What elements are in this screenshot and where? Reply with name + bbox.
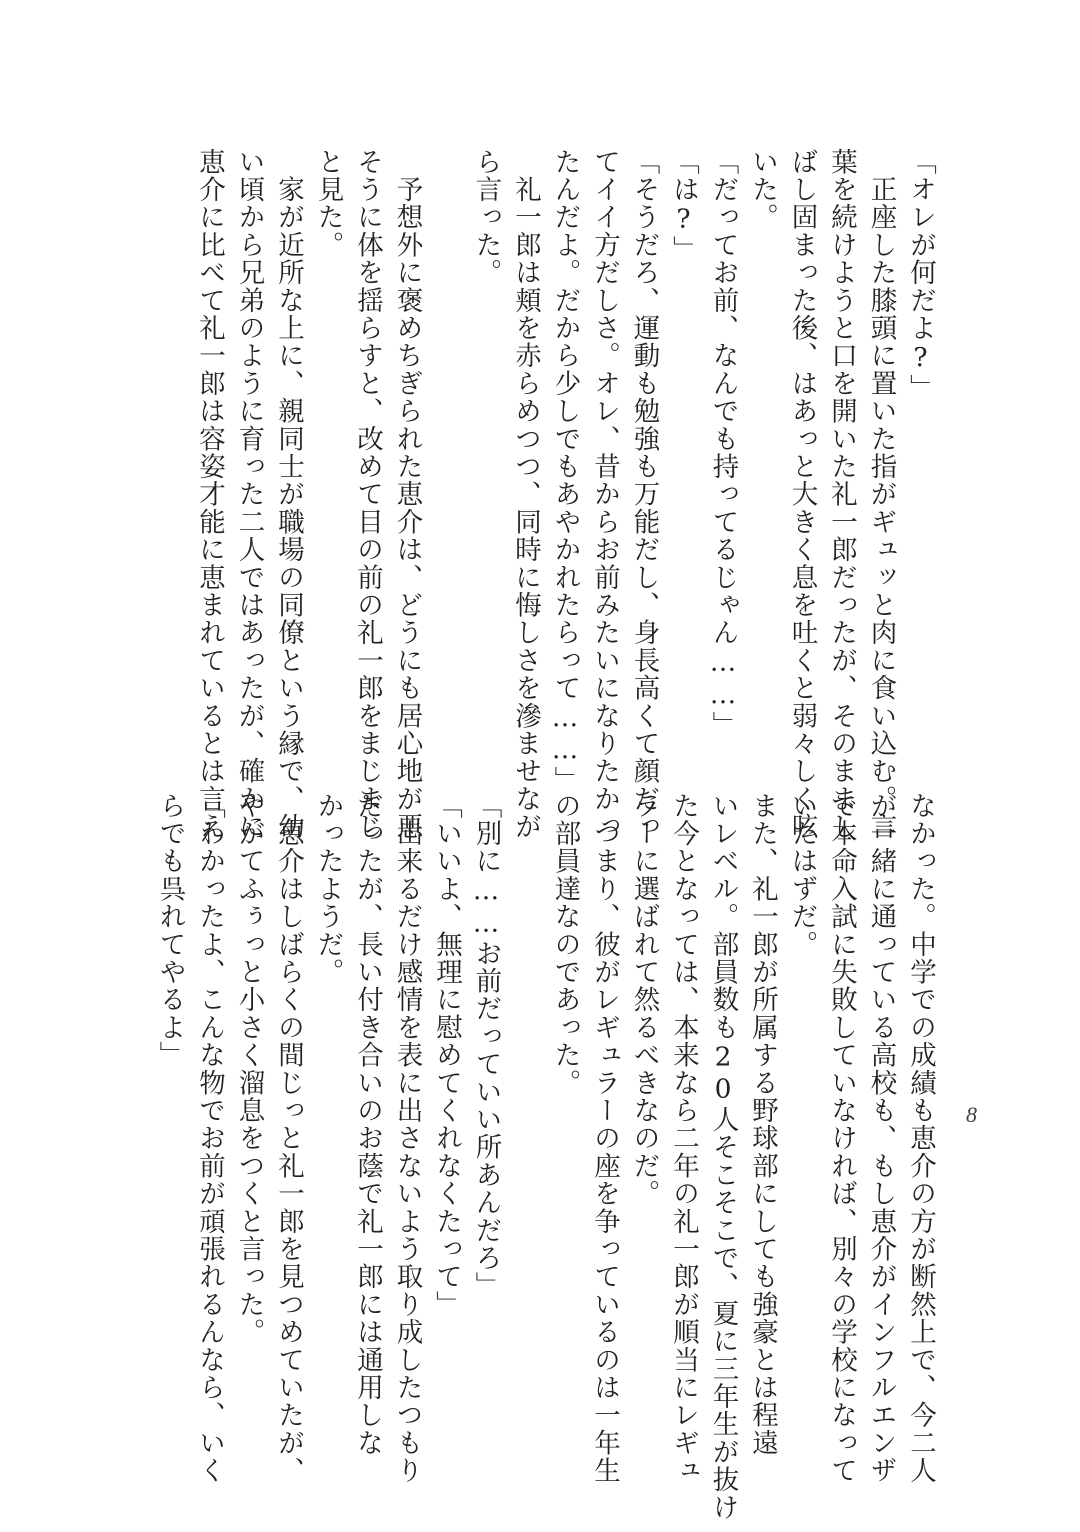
text-line: い頃から兄弟のように育った二人ではあったが、確かに: [233, 148, 265, 841]
text-line: いた。: [747, 148, 778, 232]
text-line: かったようだ。: [312, 792, 344, 986]
text-line: た今となっては、本来なら二年の礼一郎が順当にレギュ: [668, 792, 699, 1485]
text-line: で本命入試に失敗していなければ、別々の学校になって: [826, 792, 857, 1485]
text-line: 礼一郎は頬を赤らめつつ、同時に悔しさを滲ませなが: [510, 148, 541, 841]
text-line: なかった。中学での成績も恵介の方が断然上で、今二人: [905, 792, 936, 1485]
text-line: 恵介に比べて礼一郎は容姿才能に恵まれているとは言え: [194, 148, 225, 841]
text-line: と見た。: [312, 148, 344, 259]
text-line: 「は?」: [668, 148, 699, 264]
text-line: やがてふぅっと小さく溜息をつくと言った。: [233, 792, 265, 1346]
text-line: つまり、彼がレギュラーの座を争っているのは一年生: [589, 792, 620, 1485]
bottom-text-block: [150, 792, 940, 1522]
text-line: ラーに選ばれて然るべきなのだ。: [628, 792, 660, 1208]
text-line: 「わかったよ、こんな物でお前が頑張れるんなら、いく: [194, 792, 225, 1485]
text-line: たんだよ。だから少しでもあやかれたらって……」: [549, 148, 581, 795]
text-line: いたはずだ。: [786, 792, 818, 959]
text-line: 「いいよ、無理に慰めてくれなくたって」: [431, 792, 462, 1319]
page-number: 8: [966, 1102, 977, 1127]
text-line: 「そうだろ、運動も勉強も万能だし、身長高くて顔だっ: [628, 148, 660, 841]
text-line: 「だってお前、なんでも持ってるじゃん……」: [707, 148, 739, 739]
text-line: 葉を続けようと口を開いた礼一郎だったが、そのままし: [826, 148, 857, 841]
blank-line: [506, 792, 546, 1402]
text-line: 正座した膝頭に置いた指がギュッと肉に食い込む。言: [865, 148, 897, 841]
text-line: いレベル。部員数も20人そこそこで、夏に三年生が抜け: [707, 792, 739, 1522]
text-line: が一緒に通っている高校も、もし恵介がインフルエンザ: [865, 792, 897, 1485]
text-line: だったが、長い付き合いのお蔭で礼一郎には通用しな: [352, 792, 383, 1457]
text-line: 「別に……お前だっていい所あんだろ」: [470, 792, 502, 1300]
text-line: ばし固まった後、はあっと大きく息を吐くと弱々しく呟: [786, 148, 818, 841]
text-line: 予想外に褒めちぎられた恵介は、どうにも居心地が悪: [391, 148, 423, 841]
text-line: らでも呉れてやるよ」: [154, 792, 186, 1069]
top-text-block: [190, 148, 941, 841]
text-line: 恵介はしばらくの間じっと礼一郎を見つめていたが、: [273, 792, 304, 1485]
text-line: そうに体を揺らすと、改めて目の前の礼一郎をまじまじ: [352, 148, 383, 841]
text-line: 「オレが何だよ?」: [905, 148, 936, 402]
text-line: また、礼一郎が所属する野球部にしても強豪とは程遠: [747, 792, 778, 1457]
text-line: の部員達なのであった。: [549, 792, 581, 1097]
text-line: てイイ方だしさ。オレ、昔からお前みたいになりたかっ: [589, 148, 620, 841]
text-line: 家が近所な上に、親同士が職場の同僚という縁で、幼: [273, 148, 304, 841]
text-line: 出来るだけ感情を表に出さないよう取り成したつもり: [391, 792, 423, 1485]
text-line: ら言った。: [470, 148, 502, 287]
blank-line: [427, 148, 467, 758]
